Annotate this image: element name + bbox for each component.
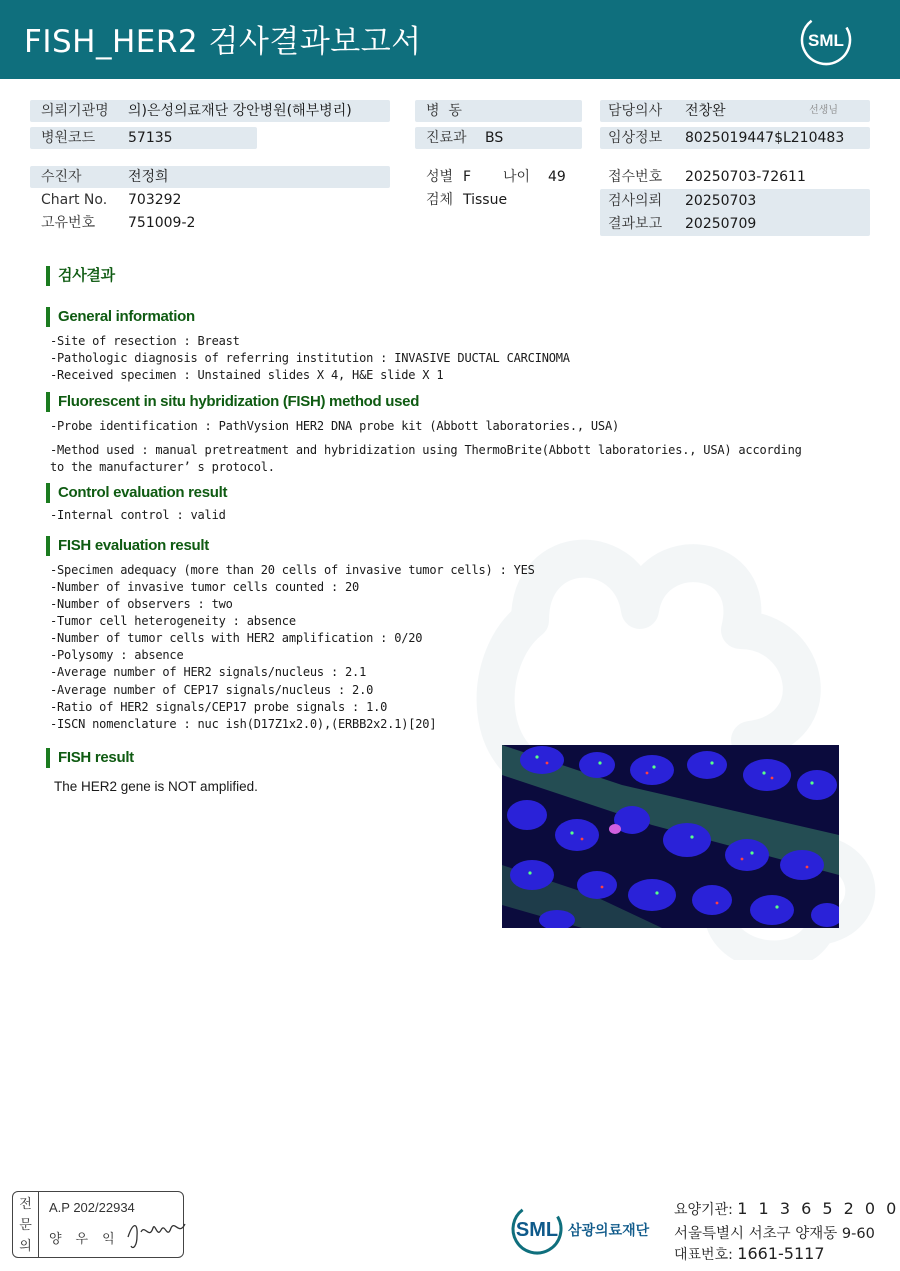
institution-row bbox=[30, 100, 390, 122]
doctor-value: 전창완 bbox=[685, 103, 726, 119]
doctor-row bbox=[600, 100, 870, 122]
footer-org-name: 삼광의료재단 bbox=[568, 1223, 650, 1239]
control-line: -Internal control : valid bbox=[50, 508, 226, 522]
eval-line: -Specimen adequacy (more than 20 cells of invasive tumor cells) : YES bbox=[50, 563, 535, 577]
unique-id-row bbox=[30, 212, 390, 234]
stamp-ap-number: A.P 202/22934 bbox=[49, 1200, 135, 1215]
eval-line: -ISCN nomenclature : nuc ish(D17Z1x2.0),(ERBB2x2.1)[20] bbox=[50, 717, 437, 731]
general-line-2: -Pathologic diagnosis of referring institution : INVASIVE DUCTAL CARCINOMA bbox=[50, 351, 570, 365]
clinical-value: 8025019447$L210483 bbox=[685, 130, 845, 146]
specimen-label: 검체 bbox=[426, 192, 454, 208]
report-header bbox=[0, 0, 900, 79]
footer-sml-logo-icon bbox=[510, 1200, 660, 1258]
department-value: BS bbox=[485, 130, 504, 146]
stamp-side-char: 의 bbox=[19, 1239, 32, 1254]
patient-value: 전정희 bbox=[128, 169, 169, 185]
eval-line: -Polysomy : absence bbox=[50, 648, 184, 662]
sml-logo-icon bbox=[800, 14, 852, 66]
eval-line: -Ratio of HER2 signals/CEP17 probe signals : 1.0 bbox=[50, 700, 388, 714]
request-label: 검사의뢰 bbox=[608, 193, 663, 209]
institution-code bbox=[674, 1199, 899, 1219]
institution-label: 의뢰기관명 bbox=[41, 103, 109, 119]
eval-line: -Average number of CEP17 signals/nucleus : 2.0 bbox=[50, 683, 374, 697]
stamp-side-char: 전 bbox=[19, 1197, 32, 1212]
code-label: 요양기관: bbox=[674, 1202, 733, 1218]
receipt-row bbox=[600, 166, 870, 188]
hospital-code-value: 57135 bbox=[128, 130, 173, 146]
receipt-value: 20250703-72611 bbox=[685, 169, 806, 185]
doctor-label: 담당의사 bbox=[608, 103, 663, 119]
clinical-row bbox=[600, 127, 870, 149]
chart-value: 703292 bbox=[128, 192, 182, 208]
report-date-row bbox=[600, 213, 870, 235]
age-label: 나이 bbox=[503, 169, 531, 185]
sex-value: F bbox=[463, 169, 472, 185]
stamp-side-label bbox=[13, 1192, 39, 1257]
general-info-title: General information bbox=[46, 307, 195, 327]
sex-label: 성별 bbox=[426, 169, 454, 185]
footer-logo-text: SML bbox=[515, 1219, 559, 1241]
chart-label: Chart No. bbox=[41, 192, 108, 208]
general-line-3: -Received specimen : Unstained slides X 4, H&E slide X 1 bbox=[50, 368, 444, 382]
pathologist-stamp bbox=[12, 1191, 184, 1258]
request-row bbox=[600, 190, 870, 212]
phone-info bbox=[674, 1244, 825, 1264]
footer-logo bbox=[510, 1200, 660, 1258]
request-value: 20250703 bbox=[685, 193, 757, 209]
footer-address: 서울특별시 서초구 양재동 9-60 bbox=[674, 1226, 875, 1242]
ward-label: 병 동 bbox=[426, 103, 462, 119]
signature-icon bbox=[123, 1212, 193, 1252]
method-title: Fluorescent in situ hybridization (FISH) method used bbox=[46, 392, 419, 412]
age-value: 49 bbox=[548, 169, 566, 185]
receipt-label: 접수번호 bbox=[608, 169, 663, 185]
doctor-suffix: 선생님 bbox=[809, 105, 838, 116]
department-row bbox=[415, 127, 582, 149]
stamp-side-char: 문 bbox=[19, 1218, 32, 1233]
report-date-label: 결과보고 bbox=[608, 216, 663, 232]
hospital-code-label: 병원코드 bbox=[41, 130, 96, 146]
evaluation-title: FISH evaluation result bbox=[46, 536, 209, 556]
specimen-row bbox=[415, 189, 582, 211]
phone-value: 1661-5117 bbox=[737, 1244, 825, 1263]
patient-label: 수진자 bbox=[41, 169, 82, 185]
sex-age-row bbox=[415, 166, 582, 188]
control-title: Control evaluation result bbox=[46, 483, 227, 503]
department-label: 진료과 bbox=[426, 130, 467, 146]
eval-line: -Number of invasive tumor cells counted : 20 bbox=[50, 580, 360, 594]
clinical-label: 임상정보 bbox=[608, 130, 663, 146]
eval-line: -Number of observers : two bbox=[50, 597, 233, 611]
general-line-1: -Site of resection : Breast bbox=[50, 334, 240, 348]
hospital-code-row bbox=[30, 127, 257, 149]
eval-line: -Average number of HER2 signals/nucleus : 2.1 bbox=[50, 665, 367, 679]
method-line-1: -Probe identification : PathVysion HER2 DNA probe kit (Abbott laboratories., USA) bbox=[50, 419, 619, 433]
phone-label: 대표번호: bbox=[674, 1247, 733, 1263]
specimen-value: Tissue bbox=[463, 192, 508, 208]
logo-text: SML bbox=[808, 31, 844, 50]
fish-microscopy-image bbox=[502, 745, 839, 928]
fish-result-title: FISH result bbox=[46, 748, 134, 768]
result-heading: 검사결과 bbox=[46, 266, 115, 286]
code-value: 1 1 3 6 5 2 0 0 bbox=[737, 1199, 900, 1218]
stamp-pathologist-name: 양우익 bbox=[49, 1232, 129, 1247]
chart-row bbox=[30, 189, 390, 211]
fish-result-text: The HER2 gene is NOT amplified. bbox=[54, 779, 258, 794]
method-line-2: -Method used : manual pretreatment and hybridization using ThermoBrite(Abbott laboratories., USA) according bbox=[50, 443, 802, 457]
method-line-3: to the manufacturer’ s protocol. bbox=[50, 460, 275, 474]
report-title: FISH_HER2 검사결과보고서 bbox=[24, 24, 422, 60]
unique-id-label: 고유번호 bbox=[41, 215, 96, 231]
unique-id-value: 751009-2 bbox=[128, 215, 196, 231]
patient-row bbox=[30, 166, 390, 188]
report-date-value: 20250709 bbox=[685, 216, 757, 232]
eval-line: -Number of tumor cells with HER2 amplification : 0/20 bbox=[50, 631, 423, 645]
ward-row bbox=[415, 100, 582, 122]
eval-line: -Tumor cell heterogeneity : absence bbox=[50, 614, 296, 628]
institution-value: 의)은성의료재단 강안병원(해부병리) bbox=[128, 103, 352, 119]
